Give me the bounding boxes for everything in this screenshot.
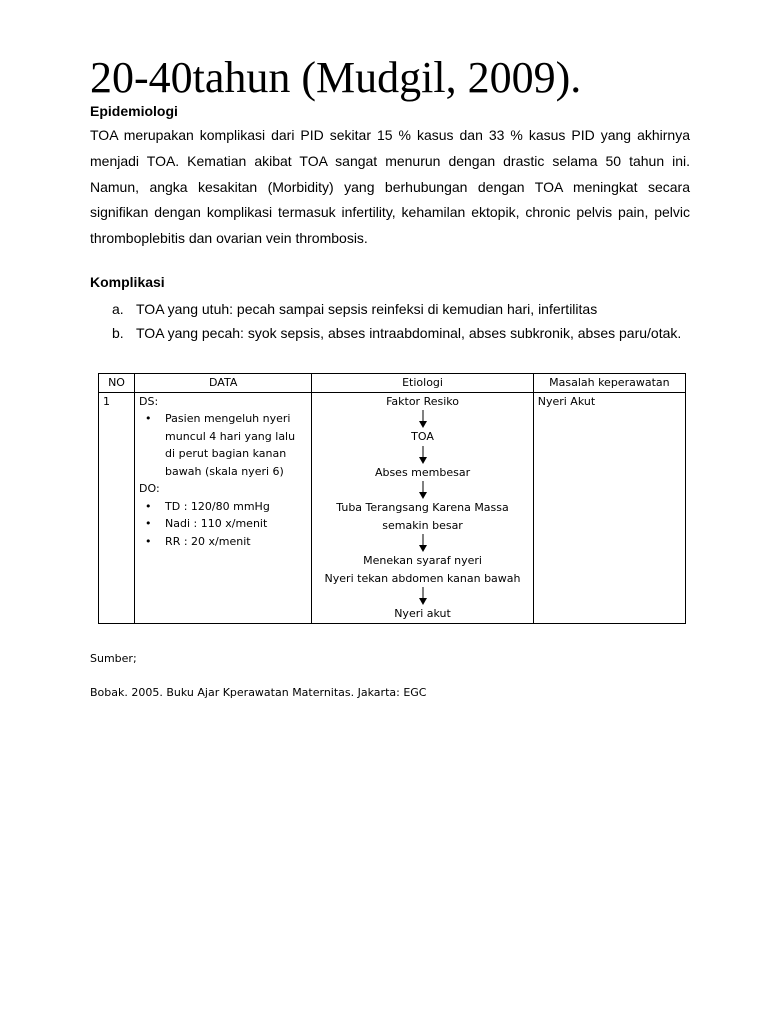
cell-data [135,392,312,623]
ds-list [139,410,307,480]
list-marker: b. [112,325,124,341]
komplikasi-item [112,297,712,321]
flow-step: semakin besar [382,518,463,532]
arrow-down-icon [316,481,528,499]
arrow-down-icon [316,446,528,464]
flow-step: Nyeri tekan abdomen kanan bawah [324,571,521,585]
flow-step: Tuba Terangsang Karena Massa [336,501,509,514]
list-item [139,515,307,533]
table-header-row [99,374,686,393]
do-item-text: Nadi : 110 x/menit [165,517,268,530]
header-etiologi: Etiologi [312,374,533,393]
cell-etiologi [312,392,533,623]
cell-masalah: Nyeri Akut [533,392,685,623]
bullet-icon: • [145,412,152,425]
list-item [139,498,307,516]
arrow-down-icon [316,534,528,552]
do-label: DO: [139,482,160,495]
flow-step: Nyeri akut [394,607,451,620]
flow-step: TOA [411,430,434,443]
komplikasi-item-text: TOA yang utuh: pecah sampai sepsis reinfeksi di kemudian hari, infertilitas [136,301,598,317]
header-data: DATA [135,374,312,393]
nursing-care-table [98,373,686,624]
list-marker: a. [112,301,124,317]
komplikasi-item [112,321,712,345]
do-item-text: TD : 120/80 mmHg [165,499,270,513]
flow-step: Faktor Resiko [386,394,459,408]
bullet-icon: • [145,534,152,548]
table-row [99,392,686,623]
cell-no: 1 [99,392,135,623]
paragraph-line: signifikan dengan komplikasi termasuk infertility, kehamilan ektopik, chronic pelvis pain, pelvic [90,204,690,221]
paragraph-line: TOA merupakan komplikasi dari PID sekitar 15 % kasus dan 33 % kasus PID yang akhirnya [90,127,690,143]
flow-step: Abses membesar [374,465,471,479]
sumber-label: Sumber; [90,652,137,665]
arrow-down-icon [316,587,528,605]
do-item-text: RR : 20 x/menit [165,534,251,548]
header-no: NO [99,374,135,393]
paragraph-line: menjadi TOA. Kematian akibat TOA sangat menurun dengan drastic selama 50 tahun ini. [90,152,690,169]
list-item [139,533,307,551]
ds-item-text: Pasien mengeluh nyeri muncul 4 hari yang lalu di perut bagian kanan bawah (skala nyeri 6) [165,412,296,478]
paragraph-line: thromboplebitis dan ovarian vein thrombosis. [90,230,368,247]
paragraph-line: Namun, angka kesakitan (Morbidity) yang berhubungan dengan TOA meningkat secara [90,178,690,195]
bullet-icon: • [145,499,152,513]
do-list [139,498,307,551]
epidemiologi-heading: Epidemiologi [90,103,178,119]
reference-entry: Bobak. 2005. Buku Ajar Kperawatan Maternitas. Jakarta: EGC [90,686,427,699]
ds-label: DS: [139,394,159,408]
list-item [139,410,307,480]
komplikasi-list [112,297,712,345]
arrow-down-icon [316,410,528,428]
komplikasi-item-text: TOA yang pecah: syok sepsis, abses intraabdominal, abses subkronik, abses paru/otak. [136,325,682,341]
header-masalah: Masalah keperawatan [533,374,685,393]
flow-step: Menekan syaraf nyeri [363,554,482,567]
epidemiologi-paragraph [90,123,690,252]
page-heading: 20-40tahun (Mudgil, 2009). [90,53,582,102]
bullet-icon: • [145,517,152,530]
komplikasi-heading: Komplikasi [90,274,165,290]
